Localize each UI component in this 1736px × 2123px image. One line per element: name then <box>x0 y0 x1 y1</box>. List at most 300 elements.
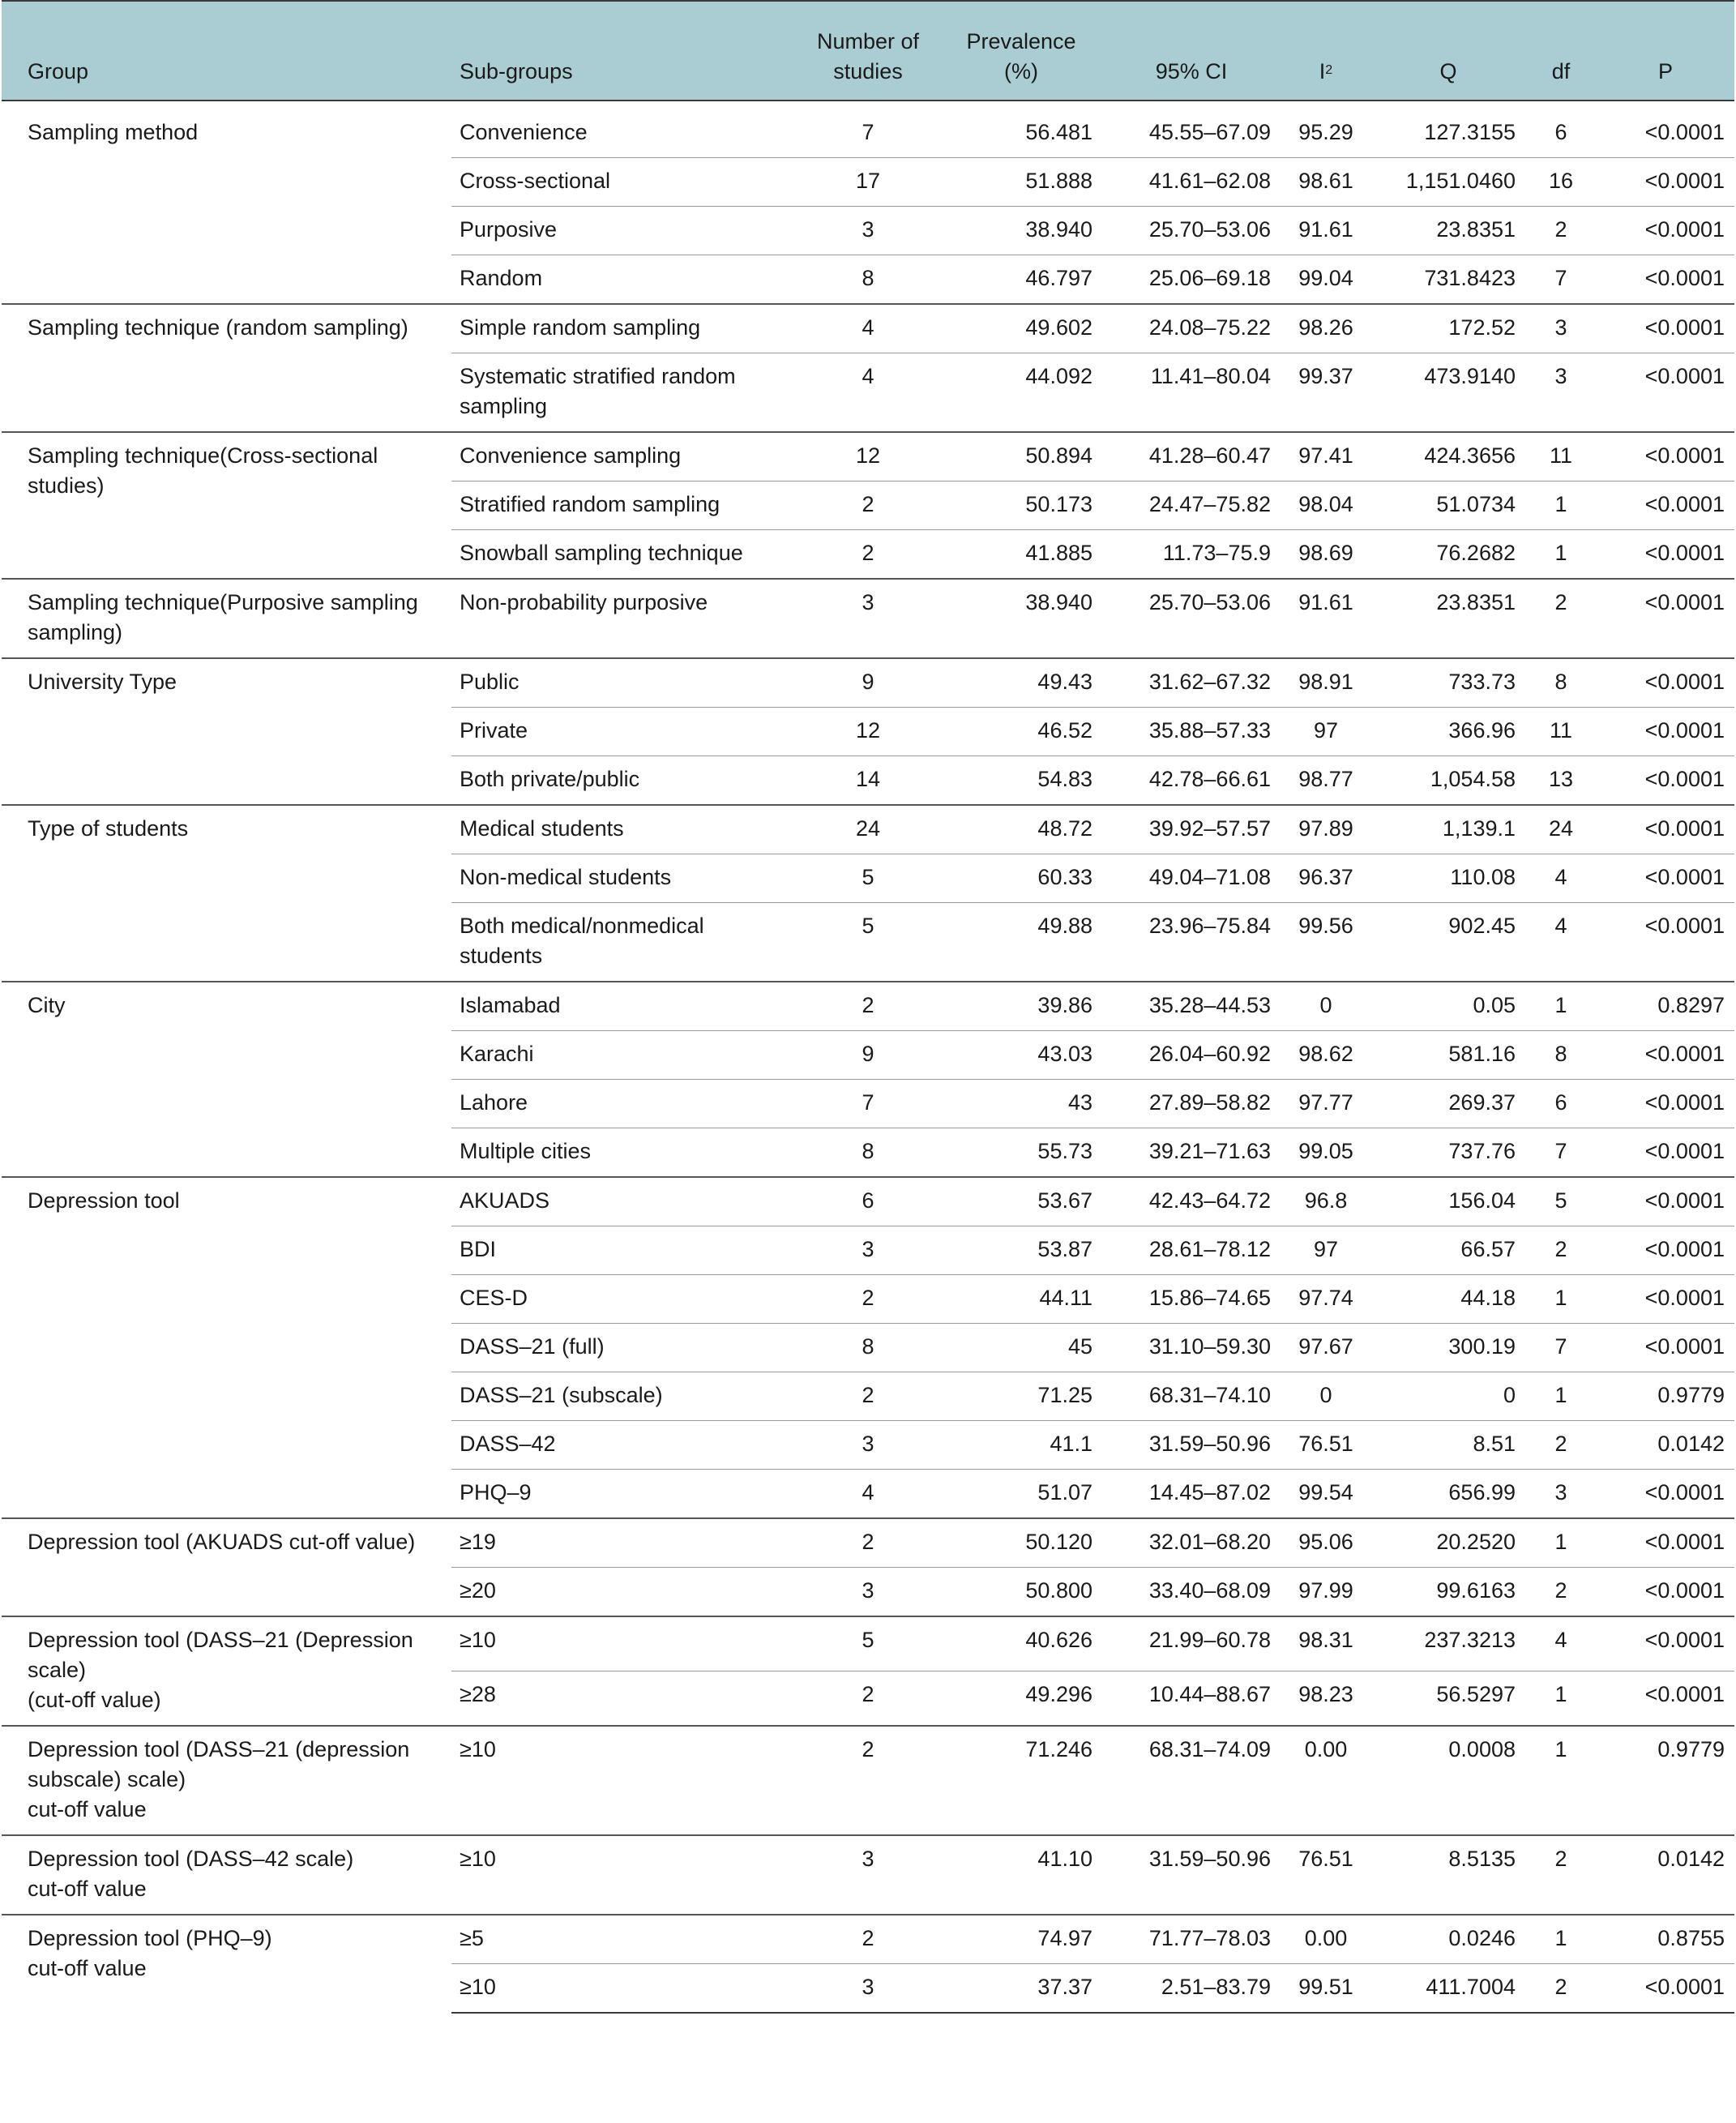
cell-p: 0.0142 <box>1597 1835 1734 1915</box>
cell-group: Depression tool (DASS–21 (Depression scale) (cut-off value) <box>2 1616 451 1726</box>
cell-df: 4 <box>1525 854 1597 903</box>
cell-q: 0.0008 <box>1371 1726 1525 1835</box>
cell-group: Depression tool <box>2 1177 451 1518</box>
cell-group: Sampling technique (random sampling) <box>2 304 451 432</box>
cell-i2: 96.37 <box>1281 854 1371 903</box>
cell-q: 411.7004 <box>1371 1964 1525 2014</box>
cell-number-of-studies: 24 <box>796 805 940 854</box>
cell-q: 20.2520 <box>1371 1518 1525 1568</box>
cell-i2: 98.62 <box>1281 1031 1371 1080</box>
cell-number-of-studies: 2 <box>796 1915 940 1964</box>
cell-prevalence: 46.797 <box>940 255 1102 305</box>
cell-p: <0.0001 <box>1597 658 1734 708</box>
cell-number-of-studies: 8 <box>796 255 940 305</box>
cell-df: 2 <box>1525 1964 1597 2014</box>
cell-ci: 10.44–88.67 <box>1102 1671 1281 1727</box>
cell-prevalence: 49.296 <box>940 1671 1102 1727</box>
header-i2-base: I <box>1319 59 1326 83</box>
cell-number-of-studies: 8 <box>796 1324 940 1372</box>
table-header <box>2 1 1734 101</box>
cell-df: 2 <box>1525 1421 1597 1470</box>
cell-prevalence: 38.940 <box>940 207 1102 255</box>
cell-q: 300.19 <box>1371 1324 1525 1372</box>
cell-p: <0.0001 <box>1597 255 1734 305</box>
cell-p: <0.0001 <box>1597 1671 1734 1727</box>
cell-i2: 97.99 <box>1281 1568 1371 1617</box>
cell-subgroup: ≥5 <box>451 1915 796 1964</box>
cell-i2: 0 <box>1281 1372 1371 1421</box>
cell-prevalence: 60.33 <box>940 854 1102 903</box>
cell-prevalence: 50.800 <box>940 1568 1102 1617</box>
header-df: df <box>1525 1 1597 101</box>
cell-prevalence: 43 <box>940 1080 1102 1128</box>
table-row <box>2 101 1734 158</box>
cell-ci: 23.96–75.84 <box>1102 903 1281 982</box>
header-q: Q <box>1371 1 1525 101</box>
cell-group: Type of students <box>2 805 451 982</box>
cell-group: Depression tool (DASS–42 scale) cut-off value <box>2 1835 451 1915</box>
cell-p: <0.0001 <box>1597 158 1734 207</box>
cell-number-of-studies: 2 <box>796 482 940 530</box>
cell-p: <0.0001 <box>1597 1568 1734 1617</box>
cell-p: <0.0001 <box>1597 1128 1734 1178</box>
cell-number-of-studies: 12 <box>796 432 940 482</box>
cell-q: 23.8351 <box>1371 207 1525 255</box>
cell-i2: 98.23 <box>1281 1671 1371 1727</box>
cell-subgroup: AKUADS <box>451 1177 796 1226</box>
cell-p: <0.0001 <box>1597 903 1734 982</box>
cell-ci: 31.10–59.30 <box>1102 1324 1281 1372</box>
cell-prevalence: 49.43 <box>940 658 1102 708</box>
cell-i2: 98.04 <box>1281 482 1371 530</box>
cell-group: University Type <box>2 658 451 805</box>
cell-prevalence: 53.87 <box>940 1226 1102 1275</box>
cell-ci: 31.62–67.32 <box>1102 658 1281 708</box>
header-i2 <box>1281 1 1371 101</box>
cell-prevalence: 74.97 <box>940 1915 1102 1964</box>
cell-number-of-studies: 3 <box>796 1568 940 1617</box>
cell-prevalence: 56.481 <box>1025 120 1092 144</box>
cell-df: 6 <box>1525 1080 1597 1128</box>
cell-number-of-studies: 2 <box>796 982 940 1031</box>
cell-number-of-studies: 3 <box>796 1964 940 2014</box>
cell-p: 0.9779 <box>1597 1726 1734 1835</box>
cell-df: 2 <box>1525 207 1597 255</box>
cell-prevalence: 49.88 <box>940 903 1102 982</box>
table-row <box>2 1518 1734 1568</box>
cell-df: 1 <box>1525 530 1597 580</box>
cell-ci: 42.78–66.61 <box>1102 756 1281 806</box>
cell-ci: 31.59–50.96 <box>1102 1835 1281 1915</box>
header-p: P <box>1597 1 1734 101</box>
cell-df: 2 <box>1525 1835 1597 1915</box>
table-row <box>2 1726 1734 1835</box>
cell-subgroup: Convenience sampling <box>451 432 796 482</box>
cell-ci: 41.61–62.08 <box>1102 158 1281 207</box>
cell-p: <0.0001 <box>1597 1470 1734 1519</box>
cell-i2: 98.77 <box>1281 756 1371 806</box>
cell-ci: 15.86–74.65 <box>1102 1275 1281 1324</box>
cell-p: <0.0001 <box>1597 432 1734 482</box>
cell-subgroup: Stratified random sampling <box>451 482 796 530</box>
cell-df: 4 <box>1525 1616 1597 1671</box>
cell-p: 0.9779 <box>1597 1372 1734 1421</box>
cell-ci: 31.59–50.96 <box>1102 1421 1281 1470</box>
cell-i2: 95.06 <box>1281 1518 1371 1568</box>
cell-i2: 96.8 <box>1281 1177 1371 1226</box>
cell-i2: 91.61 <box>1281 207 1371 255</box>
cell-i2: 76.51 <box>1281 1421 1371 1470</box>
cell-number-of-studies: 7 <box>796 1080 940 1128</box>
cell-number-of-studies: 3 <box>796 1835 940 1915</box>
table-row <box>2 1915 1734 1964</box>
cell-i2: 95.29 <box>1298 120 1353 144</box>
cell-ci: 25.70–53.06 <box>1102 579 1281 658</box>
table-row <box>2 805 1734 854</box>
cell-number-of-studies: 3 <box>796 579 940 658</box>
cell-subgroup: Islamabad <box>451 982 796 1031</box>
cell-prevalence: 50.120 <box>940 1518 1102 1568</box>
cell-prevalence: 50.173 <box>940 482 1102 530</box>
cell-i2: 99.04 <box>1281 255 1371 305</box>
cell-prevalence: 48.72 <box>940 805 1102 854</box>
cell-subgroup: DASS–21 (full) <box>451 1324 796 1372</box>
cell-df: 1 <box>1525 1518 1597 1568</box>
cell-prevalence: 53.67 <box>940 1177 1102 1226</box>
cell-ci: 14.45–87.02 <box>1102 1470 1281 1519</box>
cell-q: 56.5297 <box>1371 1671 1525 1727</box>
cell-prevalence: 37.37 <box>940 1964 1102 2014</box>
cell-prevalence: 41.885 <box>940 530 1102 580</box>
cell-q: 737.76 <box>1371 1128 1525 1178</box>
cell-p: 0.8297 <box>1597 982 1734 1031</box>
cell-number-of-studies: 17 <box>796 158 940 207</box>
cell-subgroup: CES-D <box>451 1275 796 1324</box>
cell-q: 902.45 <box>1371 903 1525 982</box>
cell-number-of-studies: 4 <box>796 353 940 433</box>
cell-subgroup: Random <box>451 255 796 305</box>
cell-number-of-studies: 5 <box>796 903 940 982</box>
cell-df: 1 <box>1525 1372 1597 1421</box>
cell-df: 24 <box>1525 805 1597 854</box>
cell-ci: 2.51–83.79 <box>1102 1964 1281 2014</box>
cell-number-of-studies: 14 <box>796 756 940 806</box>
table-row <box>2 304 1734 353</box>
cell-p: <0.0001 <box>1597 1031 1734 1080</box>
cell-ci: 24.47–75.82 <box>1102 482 1281 530</box>
cell-p: <0.0001 <box>1644 120 1725 144</box>
cell-subgroup: Purposive <box>451 207 796 255</box>
cell-subgroup: Non-medical students <box>451 854 796 903</box>
cell-i2: 99.54 <box>1281 1470 1371 1519</box>
cell-df: 16 <box>1525 158 1597 207</box>
cell-i2: 99.51 <box>1281 1964 1371 2014</box>
cell-i2: 99.56 <box>1281 903 1371 982</box>
cell-number-of-studies: 8 <box>796 1128 940 1178</box>
cell-ci: 39.92–57.57 <box>1102 805 1281 854</box>
cell-q: 0.0246 <box>1371 1915 1525 1964</box>
cell-df: 1 <box>1525 1275 1597 1324</box>
cell-q: 656.99 <box>1371 1470 1525 1519</box>
cell-prevalence: 46.52 <box>940 708 1102 756</box>
cell-prevalence: 44.092 <box>940 353 1102 433</box>
cell-prevalence: 71.246 <box>940 1726 1102 1835</box>
cell-number-of-studies: 3 <box>796 207 940 255</box>
cell-ci: 68.31–74.09 <box>1102 1726 1281 1835</box>
cell-df: 7 <box>1525 1128 1597 1178</box>
cell-subgroup: Convenience <box>460 120 588 144</box>
cell-subgroup: ≥10 <box>451 1616 796 1671</box>
cell-i2: 97 <box>1281 708 1371 756</box>
cell-p: <0.0001 <box>1597 1324 1734 1372</box>
cell-q: 66.57 <box>1371 1226 1525 1275</box>
cell-df: 2 <box>1525 1226 1597 1275</box>
cell-q: 23.8351 <box>1371 579 1525 658</box>
cell-prevalence: 40.626 <box>940 1616 1102 1671</box>
cell-q: 473.9140 <box>1371 353 1525 433</box>
cell-number-of-studies: 3 <box>796 1226 940 1275</box>
cell-subgroup: Multiple cities <box>451 1128 796 1178</box>
cell-number-of-studies: 2 <box>796 1671 940 1727</box>
cell-df: 5 <box>1525 1177 1597 1226</box>
cell-ci: 35.28–44.53 <box>1102 982 1281 1031</box>
cell-q: 237.3213 <box>1371 1616 1525 1671</box>
cell-prevalence: 41.10 <box>940 1835 1102 1915</box>
header-row <box>2 1 1734 101</box>
cell-subgroup: Systematic stratified random sampling <box>451 353 796 433</box>
cell-q: 76.2682 <box>1371 530 1525 580</box>
cell-df: 7 <box>1525 255 1597 305</box>
cell-df: 13 <box>1525 756 1597 806</box>
cell-df: 8 <box>1525 1031 1597 1080</box>
cell-q: 172.52 <box>1371 304 1525 353</box>
cell-p: <0.0001 <box>1597 1275 1734 1324</box>
cell-q: 110.08 <box>1371 854 1525 903</box>
cell-prevalence: 45 <box>940 1324 1102 1372</box>
header-group: Group <box>2 1 451 101</box>
cell-number-of-studies: 2 <box>796 530 940 580</box>
cell-prevalence: 39.86 <box>940 982 1102 1031</box>
cell-q: 0 <box>1371 1372 1525 1421</box>
cell-prevalence: 71.25 <box>940 1372 1102 1421</box>
cell-i2: 97 <box>1281 1226 1371 1275</box>
cell-df: 7 <box>1525 1324 1597 1372</box>
cell-group: Sampling technique(Cross-sectional studies) <box>2 432 451 579</box>
cell-i2: 76.51 <box>1281 1835 1371 1915</box>
cell-df: 1 <box>1525 1671 1597 1727</box>
cell-p: 0.8755 <box>1597 1915 1734 1964</box>
cell-ci: 11.73–75.9 <box>1102 530 1281 580</box>
cell-q: 366.96 <box>1371 708 1525 756</box>
cell-prevalence: 38.940 <box>940 579 1102 658</box>
cell-i2: 97.77 <box>1281 1080 1371 1128</box>
cell-ci: 42.43–64.72 <box>1102 1177 1281 1226</box>
cell-subgroup: Cross-sectional <box>451 158 796 207</box>
cell-p: <0.0001 <box>1597 1518 1734 1568</box>
cell-i2: 98.26 <box>1281 304 1371 353</box>
cell-number-of-studies: 5 <box>796 854 940 903</box>
cell-prevalence: 44.11 <box>940 1275 1102 1324</box>
cell-number-of-studies: 6 <box>796 1177 940 1226</box>
cell-ci: 11.41–80.04 <box>1102 353 1281 433</box>
cell-df: 2 <box>1525 1568 1597 1617</box>
cell-i2: 98.69 <box>1281 530 1371 580</box>
table-row <box>2 432 1734 482</box>
cell-ci: 71.77–78.03 <box>1102 1915 1281 1964</box>
cell-prevalence: 51.07 <box>940 1470 1102 1519</box>
cell-prevalence: 43.03 <box>940 1031 1102 1080</box>
cell-p: <0.0001 <box>1597 708 1734 756</box>
cell-p: 0.0142 <box>1597 1421 1734 1470</box>
cell-df: 1 <box>1525 1726 1597 1835</box>
cell-number-of-studies: 3 <box>796 1421 940 1470</box>
cell-q: 1,151.0460 <box>1371 158 1525 207</box>
cell-subgroup: Non-probability purposive <box>451 579 796 658</box>
header-number-of-studies: Number of studies <box>796 1 940 101</box>
cell-number-of-studies: 5 <box>796 1616 940 1671</box>
cell-df: 4 <box>1525 903 1597 982</box>
cell-q: 127.3155 <box>1424 120 1516 144</box>
cell-df: 11 <box>1525 708 1597 756</box>
table-row <box>2 658 1734 708</box>
cell-i2: 97.74 <box>1281 1275 1371 1324</box>
cell-i2: 0.00 <box>1281 1915 1371 1964</box>
cell-number-of-studies: 4 <box>796 304 940 353</box>
cell-df: 11 <box>1525 432 1597 482</box>
cell-q: 8.51 <box>1371 1421 1525 1470</box>
cell-q: 99.6163 <box>1371 1568 1525 1617</box>
cell-ci: 33.40–68.09 <box>1102 1568 1281 1617</box>
cell-q: 581.16 <box>1371 1031 1525 1080</box>
header-ci: 95% CI <box>1102 1 1281 101</box>
cell-group: Depression tool (DASS–21 (depression subscale) scale) cut-off value <box>2 1726 451 1835</box>
cell-i2: 98.31 <box>1281 1616 1371 1671</box>
cell-q: 156.04 <box>1371 1177 1525 1226</box>
cell-prevalence: 54.83 <box>940 756 1102 806</box>
cell-p: <0.0001 <box>1597 579 1734 658</box>
cell-p: <0.0001 <box>1597 304 1734 353</box>
cell-i2: 98.61 <box>1281 158 1371 207</box>
table-row <box>2 982 1734 1031</box>
table-row <box>2 579 1734 658</box>
cell-p: <0.0001 <box>1597 805 1734 854</box>
cell-subgroup: Karachi <box>451 1031 796 1080</box>
cell-i2: 91.61 <box>1281 579 1371 658</box>
cell-q: 51.0734 <box>1371 482 1525 530</box>
cell-subgroup: ≥10 <box>451 1726 796 1835</box>
cell-ci: 35.88–57.33 <box>1102 708 1281 756</box>
cell-q: 733.73 <box>1371 658 1525 708</box>
cell-q: 1,054.58 <box>1371 756 1525 806</box>
cell-group: Sampling technique(Purposive sampling sampling) <box>2 579 451 658</box>
cell-ci: 24.08–75.22 <box>1102 304 1281 353</box>
cell-ci: 45.55–67.09 <box>1148 120 1271 144</box>
cell-i2: 99.05 <box>1281 1128 1371 1178</box>
cell-q: 731.8423 <box>1371 255 1525 305</box>
cell-df: 3 <box>1525 304 1597 353</box>
cell-df: 1 <box>1525 982 1597 1031</box>
cell-ci: 41.28–60.47 <box>1102 432 1281 482</box>
table-body <box>2 101 1734 2013</box>
cell-subgroup: BDI <box>451 1226 796 1275</box>
table-row <box>2 1177 1734 1226</box>
table-row <box>2 1835 1734 1915</box>
cell-subgroup: ≥28 <box>451 1671 796 1727</box>
header-i2-superscript: 2 <box>1325 63 1333 77</box>
cell-prevalence: 41.1 <box>940 1421 1102 1470</box>
cell-p: <0.0001 <box>1597 482 1734 530</box>
table-row <box>2 1616 1734 1671</box>
cell-prevalence: 49.602 <box>940 304 1102 353</box>
cell-subgroup: DASS–42 <box>451 1421 796 1470</box>
cell-p: <0.0001 <box>1597 207 1734 255</box>
cell-df: 8 <box>1525 658 1597 708</box>
cell-number-of-studies: 2 <box>796 1518 940 1568</box>
cell-q: 424.3656 <box>1371 432 1525 482</box>
cell-i2: 0 <box>1281 982 1371 1031</box>
header-subgroups: Sub-groups <box>451 1 796 101</box>
cell-p: <0.0001 <box>1597 1177 1734 1226</box>
cell-ci: 25.06–69.18 <box>1102 255 1281 305</box>
cell-subgroup: Private <box>451 708 796 756</box>
cell-subgroup: Lahore <box>451 1080 796 1128</box>
header-prevalence: Prevalence (%) <box>940 1 1102 101</box>
cell-p: <0.0001 <box>1597 1616 1734 1671</box>
cell-number-of-studies: 2 <box>796 1726 940 1835</box>
cell-i2: 98.91 <box>1281 658 1371 708</box>
cell-number-of-studies: 9 <box>796 1031 940 1080</box>
cell-subgroup: Public <box>451 658 796 708</box>
cell-ci: 68.31–74.10 <box>1102 1372 1281 1421</box>
cell-ci: 39.21–71.63 <box>1102 1128 1281 1178</box>
cell-df: 6 <box>1554 120 1567 144</box>
cell-q: 44.18 <box>1371 1275 1525 1324</box>
cell-number-of-studies: 2 <box>796 1372 940 1421</box>
cell-ci: 26.04–60.92 <box>1102 1031 1281 1080</box>
cell-number-of-studies: 2 <box>796 1275 940 1324</box>
cell-i2: 0.00 <box>1281 1726 1371 1835</box>
cell-q: 1,139.1 <box>1371 805 1525 854</box>
cell-i2: 97.89 <box>1281 805 1371 854</box>
cell-ci: 21.99–60.78 <box>1102 1616 1281 1671</box>
cell-q: 8.5135 <box>1371 1835 1525 1915</box>
cell-number-of-studies: 9 <box>796 658 940 708</box>
cell-prevalence: 55.73 <box>940 1128 1102 1178</box>
cell-group: Depression tool (AKUADS cut-off value) <box>2 1518 451 1616</box>
cell-subgroup: ≥19 <box>451 1518 796 1568</box>
cell-prevalence: 50.894 <box>940 432 1102 482</box>
subgroup-analysis-table <box>2 0 1734 2014</box>
cell-i2: 99.37 <box>1281 353 1371 433</box>
cell-group: City <box>2 982 451 1177</box>
cell-ci: 27.89–58.82 <box>1102 1080 1281 1128</box>
cell-df: 3 <box>1525 353 1597 433</box>
cell-df: 1 <box>1525 482 1597 530</box>
cell-subgroup: Simple random sampling <box>451 304 796 353</box>
cell-ci: 49.04–71.08 <box>1102 854 1281 903</box>
cell-subgroup: Both medical/nonmedical students <box>451 903 796 982</box>
cell-q: 269.37 <box>1371 1080 1525 1128</box>
cell-subgroup: Snowball sampling technique <box>451 530 796 580</box>
cell-subgroup: ≥20 <box>451 1568 796 1617</box>
cell-p: <0.0001 <box>1597 1964 1734 2014</box>
cell-number-of-studies: 12 <box>796 708 940 756</box>
subgroup-analysis-table-container <box>2 0 1734 2014</box>
cell-ci: 32.01–68.20 <box>1102 1518 1281 1568</box>
cell-i2: 97.67 <box>1281 1324 1371 1372</box>
cell-p: <0.0001 <box>1597 1226 1734 1275</box>
cell-number-of-studies: 4 <box>796 1470 940 1519</box>
